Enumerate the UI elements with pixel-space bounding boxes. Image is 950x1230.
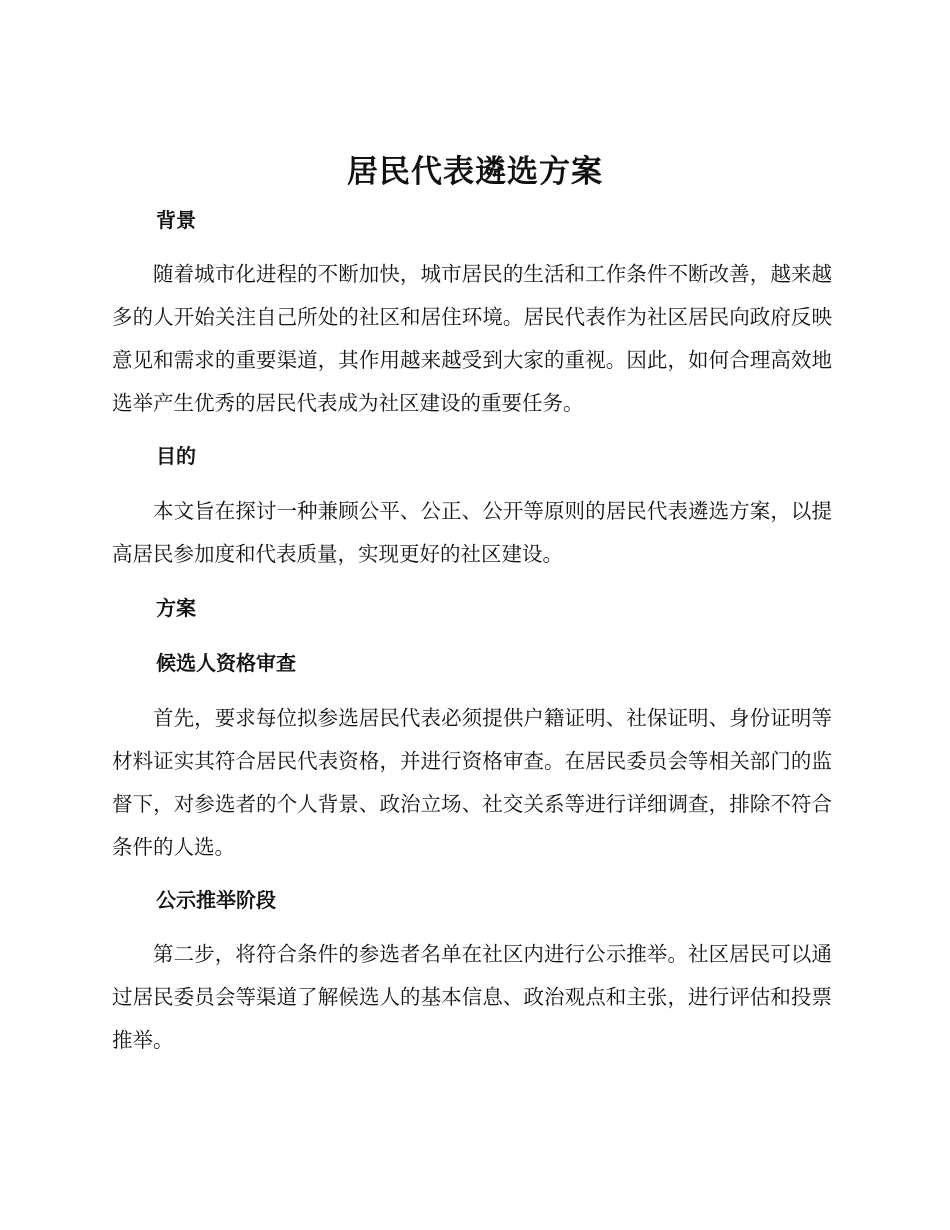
section-heading-candidate-review: 候选人资格审查 xyxy=(156,651,296,675)
section-paragraph-background: 随着城市化进程的不断加快，城市居民的生活和工作条件不断改善，越来越多的人开始关注自己所处的社区和居住环境。居民代表作为社区居民向政府反映意见和需求的重要渠道，其作用越来越受到大家的重视。因此，如何合理高效地选举产生优秀的居民代表成为社区建设的重要任务。 xyxy=(112,262,832,415)
section-paragraph-candidate-review: 首先，要求每位拟参选居民代表必须提供户籍证明、社保证明、身份证明等材料证实其符合居民代表资格，并进行资格审查。在居民委员会等相关部门的监督下，对参选者的个人背景、政治立场、社交关系等进行详细调查，排除不符合条件的人选。 xyxy=(112,706,832,859)
section-heading-plan: 方案 xyxy=(156,596,196,620)
section-paragraph-purpose: 本文旨在探讨一种兼顾公平、公正、公开等原则的居民代表遴选方案，以提高居民参加度和代表质量，实现更好的社区建设。 xyxy=(112,499,832,566)
section-heading-public-nomination: 公示推举阶段 xyxy=(156,888,276,912)
section-heading-purpose: 目的 xyxy=(156,444,196,468)
section-paragraph-public-nomination: 第二步，将符合条件的参选者名单在社区内进行公示推举。社区居民可以通过居民委员会等渠道了解候选人的基本信息、政治观点和主张，进行评估和投票推举。 xyxy=(112,942,832,1052)
document-title: 居民代表遴选方案 xyxy=(347,154,603,190)
section-heading-background: 背景 xyxy=(156,208,196,232)
